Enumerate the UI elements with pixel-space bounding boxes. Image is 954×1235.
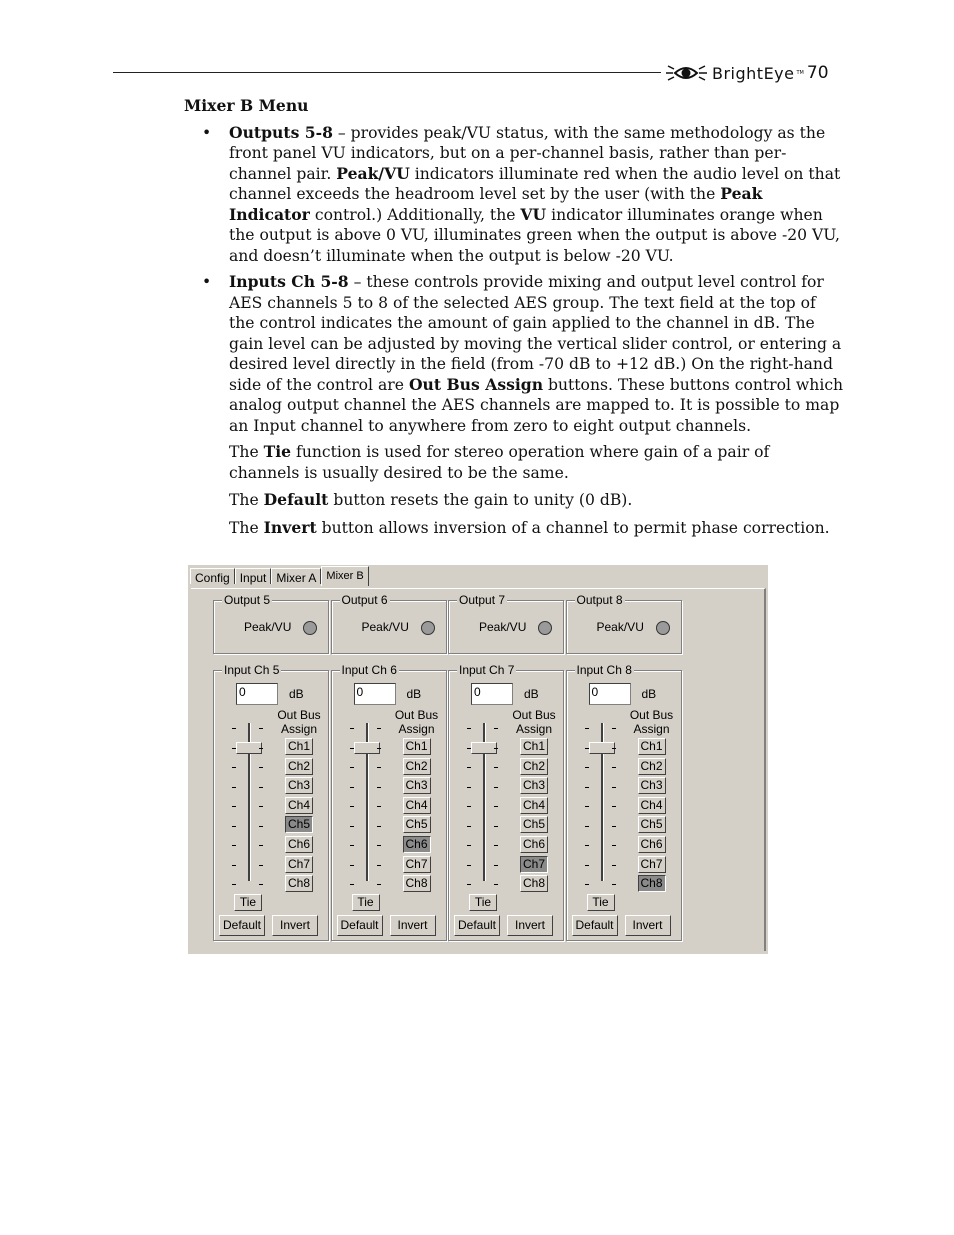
para-default [184,490,844,511]
slider-tick [259,748,263,749]
tab-mixer-a[interactable]: Mixer A [271,568,321,584]
slider-tick [377,767,381,768]
slider-tick [350,806,354,807]
text: indicators illuminate red when the audio level on that channel exceeds the headroom level set by the user (with the [229,164,841,203]
input-label: Input Ch 8 [576,663,632,677]
slider-tick [612,826,616,827]
logo-text: BrightEye [712,63,795,83]
slider-tick [377,806,381,807]
slider-tick [467,728,471,729]
slider-tick [612,728,616,729]
slider-tick [259,767,263,768]
out-bus-ch6-button[interactable]: Ch6 [403,836,431,853]
text: The [229,518,264,537]
slider-tick [232,865,236,866]
para-tie [184,442,844,483]
slider-tick [585,748,589,749]
input-label: Input Ch 5 [224,663,280,677]
slider-tick [467,865,471,866]
slider-tick [585,787,589,788]
tab-strip [190,568,369,586]
slider-tick [350,884,354,885]
text: control.) Additionally, the [309,205,521,224]
out-bus-ch3-button[interactable]: Ch3 [638,777,666,794]
text: buttons. These buttons control which analog output channel the AES channels are mapped to. It is possible to map an Input channel to anywhere from zero to eight output channels. [229,375,844,435]
out-bus-ch4-button[interactable]: Ch4 [638,797,666,814]
output-label: Output 6 [341,593,388,607]
text: indicator illuminates orange when the output is above 0 VU, illuminates green when the output is above -20 VU, and doesn’t illuminate when the output is below -20 VU. [229,205,840,265]
output-group [213,593,329,654]
slider-tick [494,767,498,768]
term-tie: Tie [263,442,292,461]
slider-tick [585,826,589,827]
slider-tick [612,845,616,846]
gain-input[interactable]: 0 [471,683,513,705]
slider-tick [494,748,498,749]
slider-tick [377,865,381,866]
out-bus-ch8-button[interactable]: Ch8 [285,875,313,892]
output-group [566,593,682,654]
slider-tick [467,767,471,768]
slider-tick [612,748,616,749]
slider-tick [377,748,381,749]
text: – provides peak/VU status, with the same methodology as the front panel VU indicators, but on a per-channel basis, rather than per-channel pair. [229,123,826,183]
gain-input[interactable]: 0 [354,683,396,705]
input-group [331,663,447,941]
bullet-dot: • [202,273,212,291]
slider-tick [350,748,354,749]
assign-label: Assign [515,722,553,736]
logo-number: 70 [806,63,829,83]
term-out-bus-assign: Out Bus Assign [408,374,544,394]
tie-button[interactable]: Tie [352,894,380,911]
peak-vu-label: Peak/VU [361,620,409,634]
slider-tick [377,728,381,729]
slider-tick [350,787,354,788]
bullet-outputs [184,123,844,267]
header-rule [113,72,661,73]
slider-tick [377,787,381,788]
bullet-inputs [184,272,844,436]
text: The [229,491,264,509]
db-unit-label: dB [641,687,657,701]
slider-tick [232,845,236,846]
slider-tick [585,865,589,866]
output-label: Output 8 [576,593,623,607]
slider-tick [467,748,471,749]
out-bus-ch1-button[interactable]: Ch1 [285,738,313,755]
slider-tick [259,826,263,827]
mixer-b-screenshot [188,565,768,954]
out-bus-ch6-button[interactable]: Ch6 [285,836,313,853]
slider-tick [232,884,236,885]
term-inputs: Inputs Ch 5-8 [229,272,349,291]
out-bus-ch8-button[interactable]: Ch8 [403,875,431,892]
slider-tick [585,884,589,885]
invert-button[interactable]: Invert [390,915,436,936]
out-bus-ch7-button[interactable]: Ch7 [520,856,548,873]
slider-tick [232,787,236,788]
invert-button[interactable]: Invert [625,915,671,936]
slider-tick [350,845,354,846]
invert-button[interactable]: Invert [507,915,553,936]
out-bus-ch2-button[interactable]: Ch2 [520,758,548,775]
slider-tick [612,767,616,768]
slider-tick [612,787,616,788]
slider-tick [232,826,236,827]
eye-logo-icon [666,61,708,85]
section-title: Mixer B Menu [184,96,309,115]
slider-tick [585,728,589,729]
out-bus-label: Out Bus [512,708,556,722]
gain-input[interactable]: 0 [589,683,631,705]
slider-tick [467,845,471,846]
input-label: Input Ch 7 [459,663,515,677]
out-bus-ch2-button[interactable]: Ch2 [638,758,666,775]
out-bus-ch6-button[interactable]: Ch6 [520,836,548,853]
out-bus-ch3-button[interactable]: Ch3 [285,777,313,794]
out-bus-ch3-button[interactable]: Ch3 [403,777,431,794]
out-bus-ch3-button[interactable]: Ch3 [520,777,548,794]
slider-tick [585,806,589,807]
term-vu: VU [520,204,547,224]
slider-tick [585,845,589,846]
db-unit-label: dB [406,687,422,701]
term-outputs: Outputs 5-8 [229,122,333,142]
tab-mixer-b[interactable]: Mixer B [321,566,368,586]
assign-label: Assign [280,722,318,736]
tie-button[interactable]: Tie [469,894,497,911]
term-peak-indicator: Peak Indicator [229,184,763,224]
gain-input[interactable]: 0 [236,683,278,705]
input-label: Input Ch 6 [341,663,397,677]
out-bus-label: Out Bus [394,708,439,722]
peak-vu-indicator [656,621,670,635]
output-group [448,593,564,654]
slider-tick [377,845,381,846]
text: button allows inversion of a channel to permit phase correction. [316,518,830,537]
peak-vu-indicator [538,621,552,635]
input-group [448,663,564,941]
tie-button[interactable]: Tie [587,894,615,911]
db-unit-label: dB [289,687,304,701]
slider-tick [494,787,498,788]
output-label: Output 5 [224,593,271,607]
slider-tick [232,748,236,749]
out-bus-ch4-button[interactable]: Ch4 [285,797,313,814]
slider-tick [232,806,236,807]
peak-vu-label: Peak/VU [244,620,292,634]
slider-tick [494,728,498,729]
peak-vu-label: Peak/VU [596,620,644,634]
output-group [331,593,447,654]
default-button[interactable]: Default [454,915,500,936]
out-bus-ch5-button[interactable]: Ch5 [285,816,313,833]
slider-tick [494,826,498,827]
slider-tick [350,767,354,768]
default-button[interactable]: Default [572,915,618,936]
document-body [184,96,844,545]
slider-tick [467,806,471,807]
out-bus-ch1-button[interactable]: Ch1 [403,738,431,755]
tab-input[interactable]: Input [235,568,272,584]
out-bus-ch6-button[interactable]: Ch6 [638,836,666,853]
out-bus-ch5-button[interactable]: Ch5 [403,816,431,833]
slider-tick [467,884,471,885]
text: The [229,443,264,461]
tab-config[interactable]: Config [190,568,235,584]
slider-tick [377,826,381,827]
out-bus-ch4-button[interactable]: Ch4 [403,797,431,814]
output-label: Output 7 [459,593,506,607]
out-bus-ch2-button[interactable]: Ch2 [403,758,431,775]
input-group [213,663,329,941]
slider-tick [467,826,471,827]
text: – these controls provide mixing and output level control for AES channels 5 to 8 of the selected AES group. The text field at the top of the control indicates the amount of gain applied to the channel in dB. The gain level can be adjusted by moving the vertical slider control, or entering a desired level directly in the field (from -70 dB to +12 dB.) On the right-hand side of the control are [229,273,842,394]
slider-tick [494,806,498,807]
slider-tick [232,767,236,768]
bullet-dot: • [202,123,212,142]
slider-tick [350,728,354,729]
term-default: Default [263,490,329,509]
slider-tick [494,845,498,846]
out-bus-label: Out Bus [277,708,321,722]
out-bus-ch7-button[interactable]: Ch7 [638,856,666,873]
brighteye-logo [666,60,841,86]
term-invert: Invert [263,517,317,537]
slider-tick [612,884,616,885]
slider-tick [232,728,236,729]
input-group [566,663,682,941]
invert-button[interactable]: Invert [272,915,318,936]
slider-tick [585,767,589,768]
slider-tick [494,865,498,866]
para-invert [184,518,844,539]
out-bus-ch5-button[interactable]: Ch5 [638,816,666,833]
text: function is used for stereo operation where gain of a pair of channels is usually desired to be the same. [229,443,770,482]
slider-tick [612,865,616,866]
out-bus-ch7-button[interactable]: Ch7 [285,856,313,873]
out-bus-ch8-button[interactable]: Ch8 [638,875,666,892]
assign-label: Assign [398,722,435,736]
db-unit-label: dB [524,687,539,701]
peak-vu-indicator [303,621,317,635]
slider-tick [494,884,498,885]
slider-tick [377,884,381,885]
default-button[interactable]: Default [337,915,383,936]
logo-tm: TM [796,70,804,76]
tie-button[interactable]: Tie [234,894,262,911]
slider-tick [259,845,263,846]
out-bus-ch4-button[interactable]: Ch4 [520,797,548,814]
out-bus-ch1-button[interactable]: Ch1 [638,738,666,755]
out-bus-ch8-button[interactable]: Ch8 [520,875,548,892]
out-bus-ch2-button[interactable]: Ch2 [285,758,313,775]
slider-tick [259,728,263,729]
peak-vu-indicator [421,621,435,635]
out-bus-ch5-button[interactable]: Ch5 [520,816,548,833]
out-bus-ch1-button[interactable]: Ch1 [520,738,548,755]
assign-label: Assign [633,722,670,736]
slider-tick [467,787,471,788]
slider-tick [612,806,616,807]
term-peak-vu: Peak/VU [336,163,410,183]
slider-tick [350,865,354,866]
slider-tick [259,865,263,866]
default-button[interactable]: Default [219,915,265,936]
slider-tick [259,787,263,788]
slider-tick [350,826,354,827]
slider-tick [259,806,263,807]
slider-tick [259,884,263,885]
text: button resets the gain to unity (0 dB). [328,491,633,509]
out-bus-ch7-button[interactable]: Ch7 [403,856,431,873]
peak-vu-label: Peak/VU [479,620,527,634]
out-bus-label: Out Bus [629,708,674,722]
